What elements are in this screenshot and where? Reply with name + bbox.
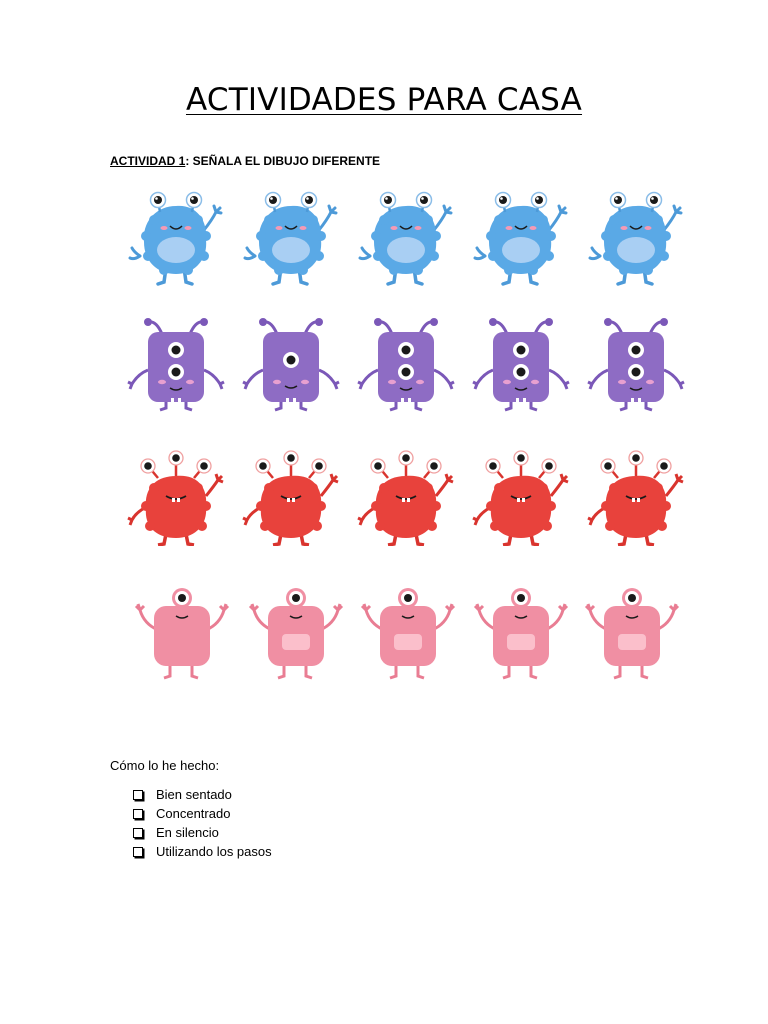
- blue-monster[interactable]: [124, 190, 228, 290]
- checklist-label: Concentrado: [156, 806, 231, 821]
- monster-row-pink: [124, 580, 694, 680]
- red-monster[interactable]: [584, 446, 688, 546]
- checkbox-icon[interactable]: [133, 809, 143, 819]
- activity-label: ACTIVIDAD 1: [110, 154, 186, 168]
- blue-monster[interactable]: [469, 190, 573, 290]
- pink-monster[interactable]: [242, 580, 346, 680]
- activity-heading: [110, 154, 380, 168]
- monster-row-purple: [124, 314, 694, 414]
- blue-monster[interactable]: [239, 190, 343, 290]
- pink-monster[interactable]: [467, 580, 571, 680]
- pink-monster-different[interactable]: [128, 580, 232, 680]
- purple-monster[interactable]: [584, 314, 688, 414]
- red-monster[interactable]: [469, 446, 573, 546]
- checklist-item[interactable]: [133, 804, 272, 823]
- activity-separator: :: [185, 154, 190, 168]
- monster-row-blue: [124, 190, 694, 290]
- checkbox-icon[interactable]: [133, 828, 143, 838]
- checklist-item[interactable]: [133, 785, 272, 804]
- pink-monster[interactable]: [354, 580, 458, 680]
- self-check-heading: Cómo lo he hecho:: [110, 758, 220, 773]
- activity-instruction: SEÑALA EL DIBUJO DIFERENTE: [189, 154, 381, 168]
- blue-monster[interactable]: [354, 190, 458, 290]
- page-title: ACTIVIDADES PARA CASA: [185, 82, 583, 118]
- purple-monster[interactable]: [354, 314, 458, 414]
- checkbox-icon[interactable]: [133, 790, 143, 800]
- purple-monster[interactable]: [124, 314, 228, 414]
- checkbox-icon[interactable]: [133, 847, 143, 857]
- checklist-item[interactable]: [133, 842, 272, 861]
- monster-row-red: [124, 446, 694, 546]
- purple-monster-different[interactable]: [239, 314, 343, 414]
- purple-monster[interactable]: [469, 314, 573, 414]
- pink-monster[interactable]: [578, 580, 682, 680]
- checklist-label: Utilizando los pasos: [156, 844, 272, 859]
- red-monster[interactable]: [124, 446, 228, 546]
- checklist-label: En silencio: [156, 825, 219, 840]
- red-monster[interactable]: [239, 446, 343, 546]
- checklist-label: Bien sentado: [156, 787, 232, 802]
- red-monster[interactable]: [354, 446, 458, 546]
- blue-monster[interactable]: [584, 190, 688, 290]
- checklist-item[interactable]: [133, 823, 272, 842]
- self-check-list: [133, 785, 272, 861]
